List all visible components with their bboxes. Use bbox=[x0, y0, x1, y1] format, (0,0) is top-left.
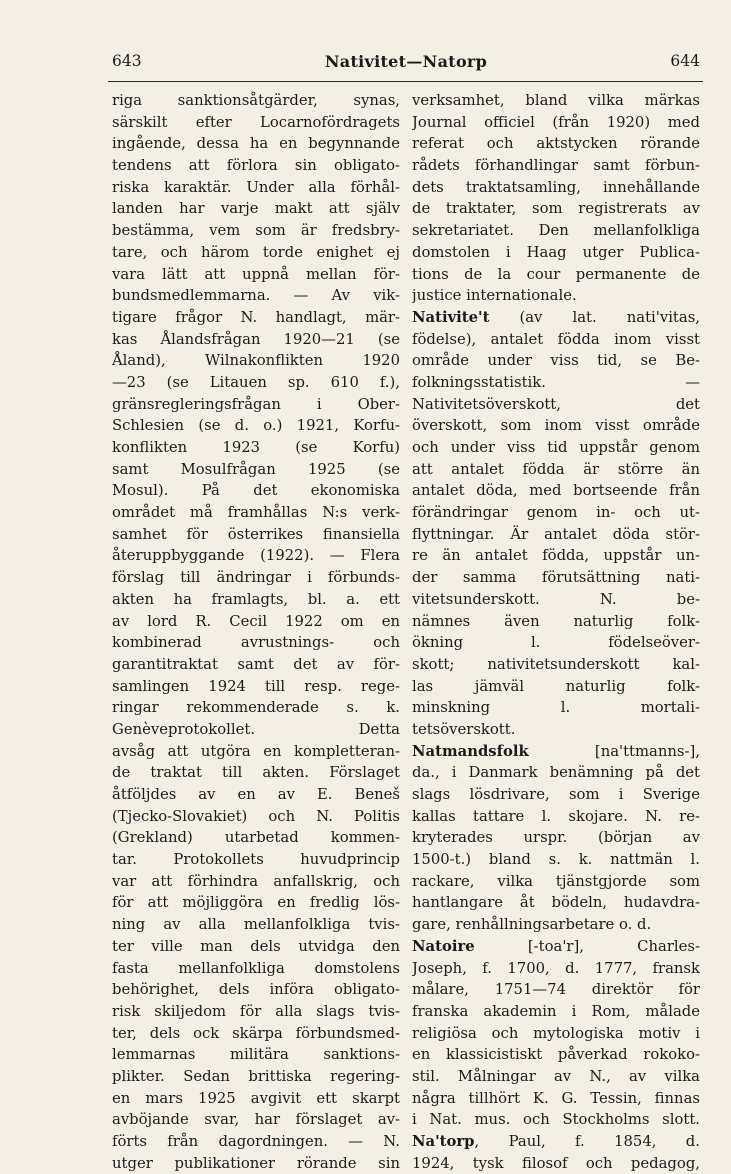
text-line: gränsregleringsfrågan i Ober- bbox=[112, 395, 400, 413]
headword: Natmandsfolk bbox=[412, 742, 529, 760]
text-line: skott; nativitetsunderskott kal- bbox=[412, 655, 700, 673]
text-line: rackare, vilka tjänstgjorde som bbox=[412, 872, 700, 890]
text-line: akten ha framlagts, bl. a. ett bbox=[112, 590, 400, 608]
text-line: överskott, som inom visst område bbox=[412, 417, 700, 435]
text-line: bundsmedlemmarna. — Av vik- bbox=[112, 287, 400, 305]
text-line: de traktat till akten. Förslaget bbox=[112, 764, 400, 782]
text-line: de traktater, som registrerats av bbox=[412, 200, 700, 218]
text-line: sekretariatet. Den mellanfolkliga bbox=[412, 222, 700, 240]
text-line: justice internationale. bbox=[412, 287, 577, 305]
text-line: samlingen 1924 till resp. rege- bbox=[112, 677, 400, 695]
text-line: flyttningar. Är antalet döda stör- bbox=[412, 525, 700, 543]
text-line: ingående, dessa ha en begynnande bbox=[112, 135, 400, 153]
text-line: tetsöverskott. bbox=[412, 720, 516, 738]
text-line: rådets förhandlingar samt förbun- bbox=[412, 157, 700, 175]
right-column bbox=[412, 90, 700, 1174]
text-line: målare, 1751—74 direktör för bbox=[412, 981, 700, 999]
text-line: behörighet, dels införa obligato- bbox=[112, 981, 400, 999]
text-line: i Nat. mus. och Stockholms slott. bbox=[412, 1111, 700, 1129]
text-line: verksamhet, bland vilka märkas bbox=[412, 92, 700, 109]
text-line: område under viss tid, se Be- bbox=[412, 352, 700, 370]
text-line: re än antalet födda, uppstår un- bbox=[412, 547, 700, 565]
text-line: födelse), antalet födda inom visst bbox=[412, 330, 700, 348]
running-title: Nativitet—Natorp bbox=[324, 51, 488, 71]
text-line: vara lätt att uppnå mellan för- bbox=[112, 265, 400, 283]
text-line: tions de la cour permanente de bbox=[412, 265, 700, 283]
page-number-right: 644 bbox=[670, 52, 700, 70]
text-line: franska akademin i Rom, målade bbox=[412, 1002, 700, 1020]
text-line: landen har varje makt att själv bbox=[112, 200, 400, 218]
text-line: las jämväl naturlig folk- bbox=[412, 677, 700, 695]
text-line: fasta mellanfolkliga domstolens bbox=[112, 959, 400, 977]
text-line: Mosul). På det ekonomiska bbox=[112, 482, 400, 500]
text-line: plikter. Sedan brittiska regering- bbox=[112, 1067, 400, 1085]
text-line: tar. Protokollets huvudprincip bbox=[112, 851, 400, 869]
text-line: tare, och härom torde enighet ej bbox=[112, 243, 400, 261]
text-line: 1924, tysk filosof och pedagog, bbox=[412, 1154, 700, 1172]
text-line: der samma förutsättning nati- bbox=[412, 569, 700, 587]
headword: Na'torp bbox=[412, 1133, 475, 1150]
text-line: några tillhört K. G. Tessin, finnas bbox=[412, 1089, 700, 1107]
text-line: området må framhållas N:s verk- bbox=[112, 504, 400, 522]
text-line: ning av alla mellanfolkliga tvis- bbox=[112, 916, 400, 934]
header-rule bbox=[108, 81, 703, 82]
text-line: folkningsstatistik. — bbox=[412, 373, 700, 391]
text-line: tendens att förlora sin obligato- bbox=[112, 157, 400, 175]
left-column bbox=[112, 90, 400, 1174]
text-line: kas Ålandsfrågan 1920—21 (se bbox=[112, 330, 400, 348]
text-line: avböjande svar, har förslaget av- bbox=[112, 1111, 400, 1129]
text-line: förts från dagordningen. — N. bbox=[112, 1133, 400, 1150]
text-line: kryterades urspr. (början av bbox=[412, 829, 700, 847]
text-line: gare, renhållningsarbetare o. d. bbox=[412, 916, 652, 934]
text-line: da., i Danmark benämning på det bbox=[412, 764, 700, 782]
text-line: hantlangare åt bödeln, hudavdra- bbox=[412, 894, 700, 912]
text-line: Joseph, f. 1700, d. 1777, fransk bbox=[412, 959, 700, 977]
text-line: en mars 1925 avgivit ett skarpt bbox=[112, 1089, 400, 1107]
text-line: (Grekland) utarbetad kommen- bbox=[112, 829, 400, 847]
entry-natmandsfolk: Natmandsfolk [na'ttmanns-], bbox=[412, 742, 700, 760]
text-line: Genèveprotokollet. Detta bbox=[112, 720, 400, 738]
text-line: ter ville man dels utvidga den bbox=[112, 937, 400, 955]
text-line: dets traktatsamling, innehållande bbox=[412, 178, 700, 196]
text-line: referat och aktstycken rörande bbox=[412, 135, 700, 153]
text-line: ökning l. födelseöver- bbox=[412, 634, 700, 652]
text-line: ringar rekommenderade s. k. bbox=[112, 699, 400, 717]
page-header bbox=[112, 46, 700, 76]
page-number-left: 643 bbox=[112, 52, 142, 70]
text-line: förändringar genom in- och ut- bbox=[412, 504, 700, 522]
text-line: återuppbyggande (1922). — Flera bbox=[112, 547, 400, 565]
entry-natoire: Natoire [-toa'r], Charles- bbox=[412, 937, 700, 955]
text-line: ter, dels ock skärpa förbundsmed- bbox=[112, 1024, 400, 1042]
text-line: Nativitetsöverskott, det bbox=[412, 395, 700, 413]
text-line: åtföljdes av en av E. Beneš bbox=[112, 786, 400, 803]
text-line: (Tjecko-Slovakiet) och N. Politis bbox=[112, 807, 400, 825]
text-line: Åland), Wilnakonflikten 1920 bbox=[112, 352, 400, 370]
text-line: tigare frågor N. handlagt, mär- bbox=[112, 308, 400, 326]
text-line: vitetsunderskott. N. be- bbox=[412, 590, 700, 608]
text-line: för att möjliggöra en fredlig lös- bbox=[112, 894, 400, 912]
text-line: stil. Målningar av N., av vilka bbox=[412, 1067, 700, 1085]
text-line: riga sanktionsåtgärder, synas, bbox=[112, 92, 400, 109]
text-line: samhet för österrikes finansiella bbox=[112, 525, 400, 543]
text-line: bestämma, vem som är fredsbry- bbox=[112, 222, 400, 240]
text-line: kombinerad avrustnings- och bbox=[112, 634, 400, 652]
text-line: 1500-t.) bland s. k. nattmän l. bbox=[412, 851, 700, 869]
text-line: av lord R. Cecil 1922 om en bbox=[112, 612, 400, 630]
headword: Nativite't bbox=[412, 308, 490, 326]
text-line: Schlesien (se d. o.) 1921, Korfu- bbox=[112, 417, 400, 435]
text-line: religiösa och mytologiska motiv i bbox=[412, 1024, 700, 1042]
text-line: en klassicistiskt påverkad rokoko- bbox=[412, 1046, 700, 1064]
text-line: samt Mosulfrågan 1925 (se bbox=[112, 460, 400, 478]
text-line: kallas tattare l. skojare. N. re- bbox=[412, 807, 700, 825]
headword: Natoire bbox=[412, 937, 475, 955]
text-line: slags lösdrivare, som i Sverige bbox=[412, 786, 700, 803]
text-line: förslag till ändringar i förbunds- bbox=[112, 569, 400, 587]
text-line: utger publikationer rörande sin bbox=[112, 1154, 400, 1172]
text-line: avsåg att utgöra en kompletteran- bbox=[112, 742, 400, 760]
text-line: lemmarnas militära sanktions- bbox=[112, 1046, 400, 1064]
text-line: särskilt efter Locarnofördragets bbox=[112, 113, 400, 131]
text-line: att antalet födda är större än bbox=[412, 460, 700, 478]
text-line: nämnes även naturlig folk- bbox=[412, 612, 700, 630]
text-line: garantitraktat samt det av för- bbox=[112, 655, 400, 673]
entry-nativitet: Nativite't (av lat. nati'vitas, bbox=[412, 308, 700, 326]
text-line: och under viss tid uppstår genom bbox=[412, 439, 700, 456]
entry-natorp: Na'torp, Paul, f. 1854, d. bbox=[412, 1133, 700, 1150]
text-line: domstolen i Haag utger Publica- bbox=[412, 243, 700, 261]
text-line: riska karaktär. Under alla förhål- bbox=[112, 178, 400, 196]
text-line: konflikten 1923 (se Korfu) bbox=[112, 439, 400, 456]
text-line: risk skiljedom för alla slags tvis- bbox=[112, 1002, 400, 1020]
text-line: minskning l. mortali- bbox=[412, 699, 700, 717]
text-line: var att förhindra anfallskrig, och bbox=[112, 872, 400, 890]
text-line: antalet döda, med bortseende från bbox=[412, 482, 700, 500]
text-line: Journal officiel (från 1920) med bbox=[412, 113, 700, 131]
text-line: —23 (se Litauen sp. 610 f.), bbox=[112, 373, 400, 391]
